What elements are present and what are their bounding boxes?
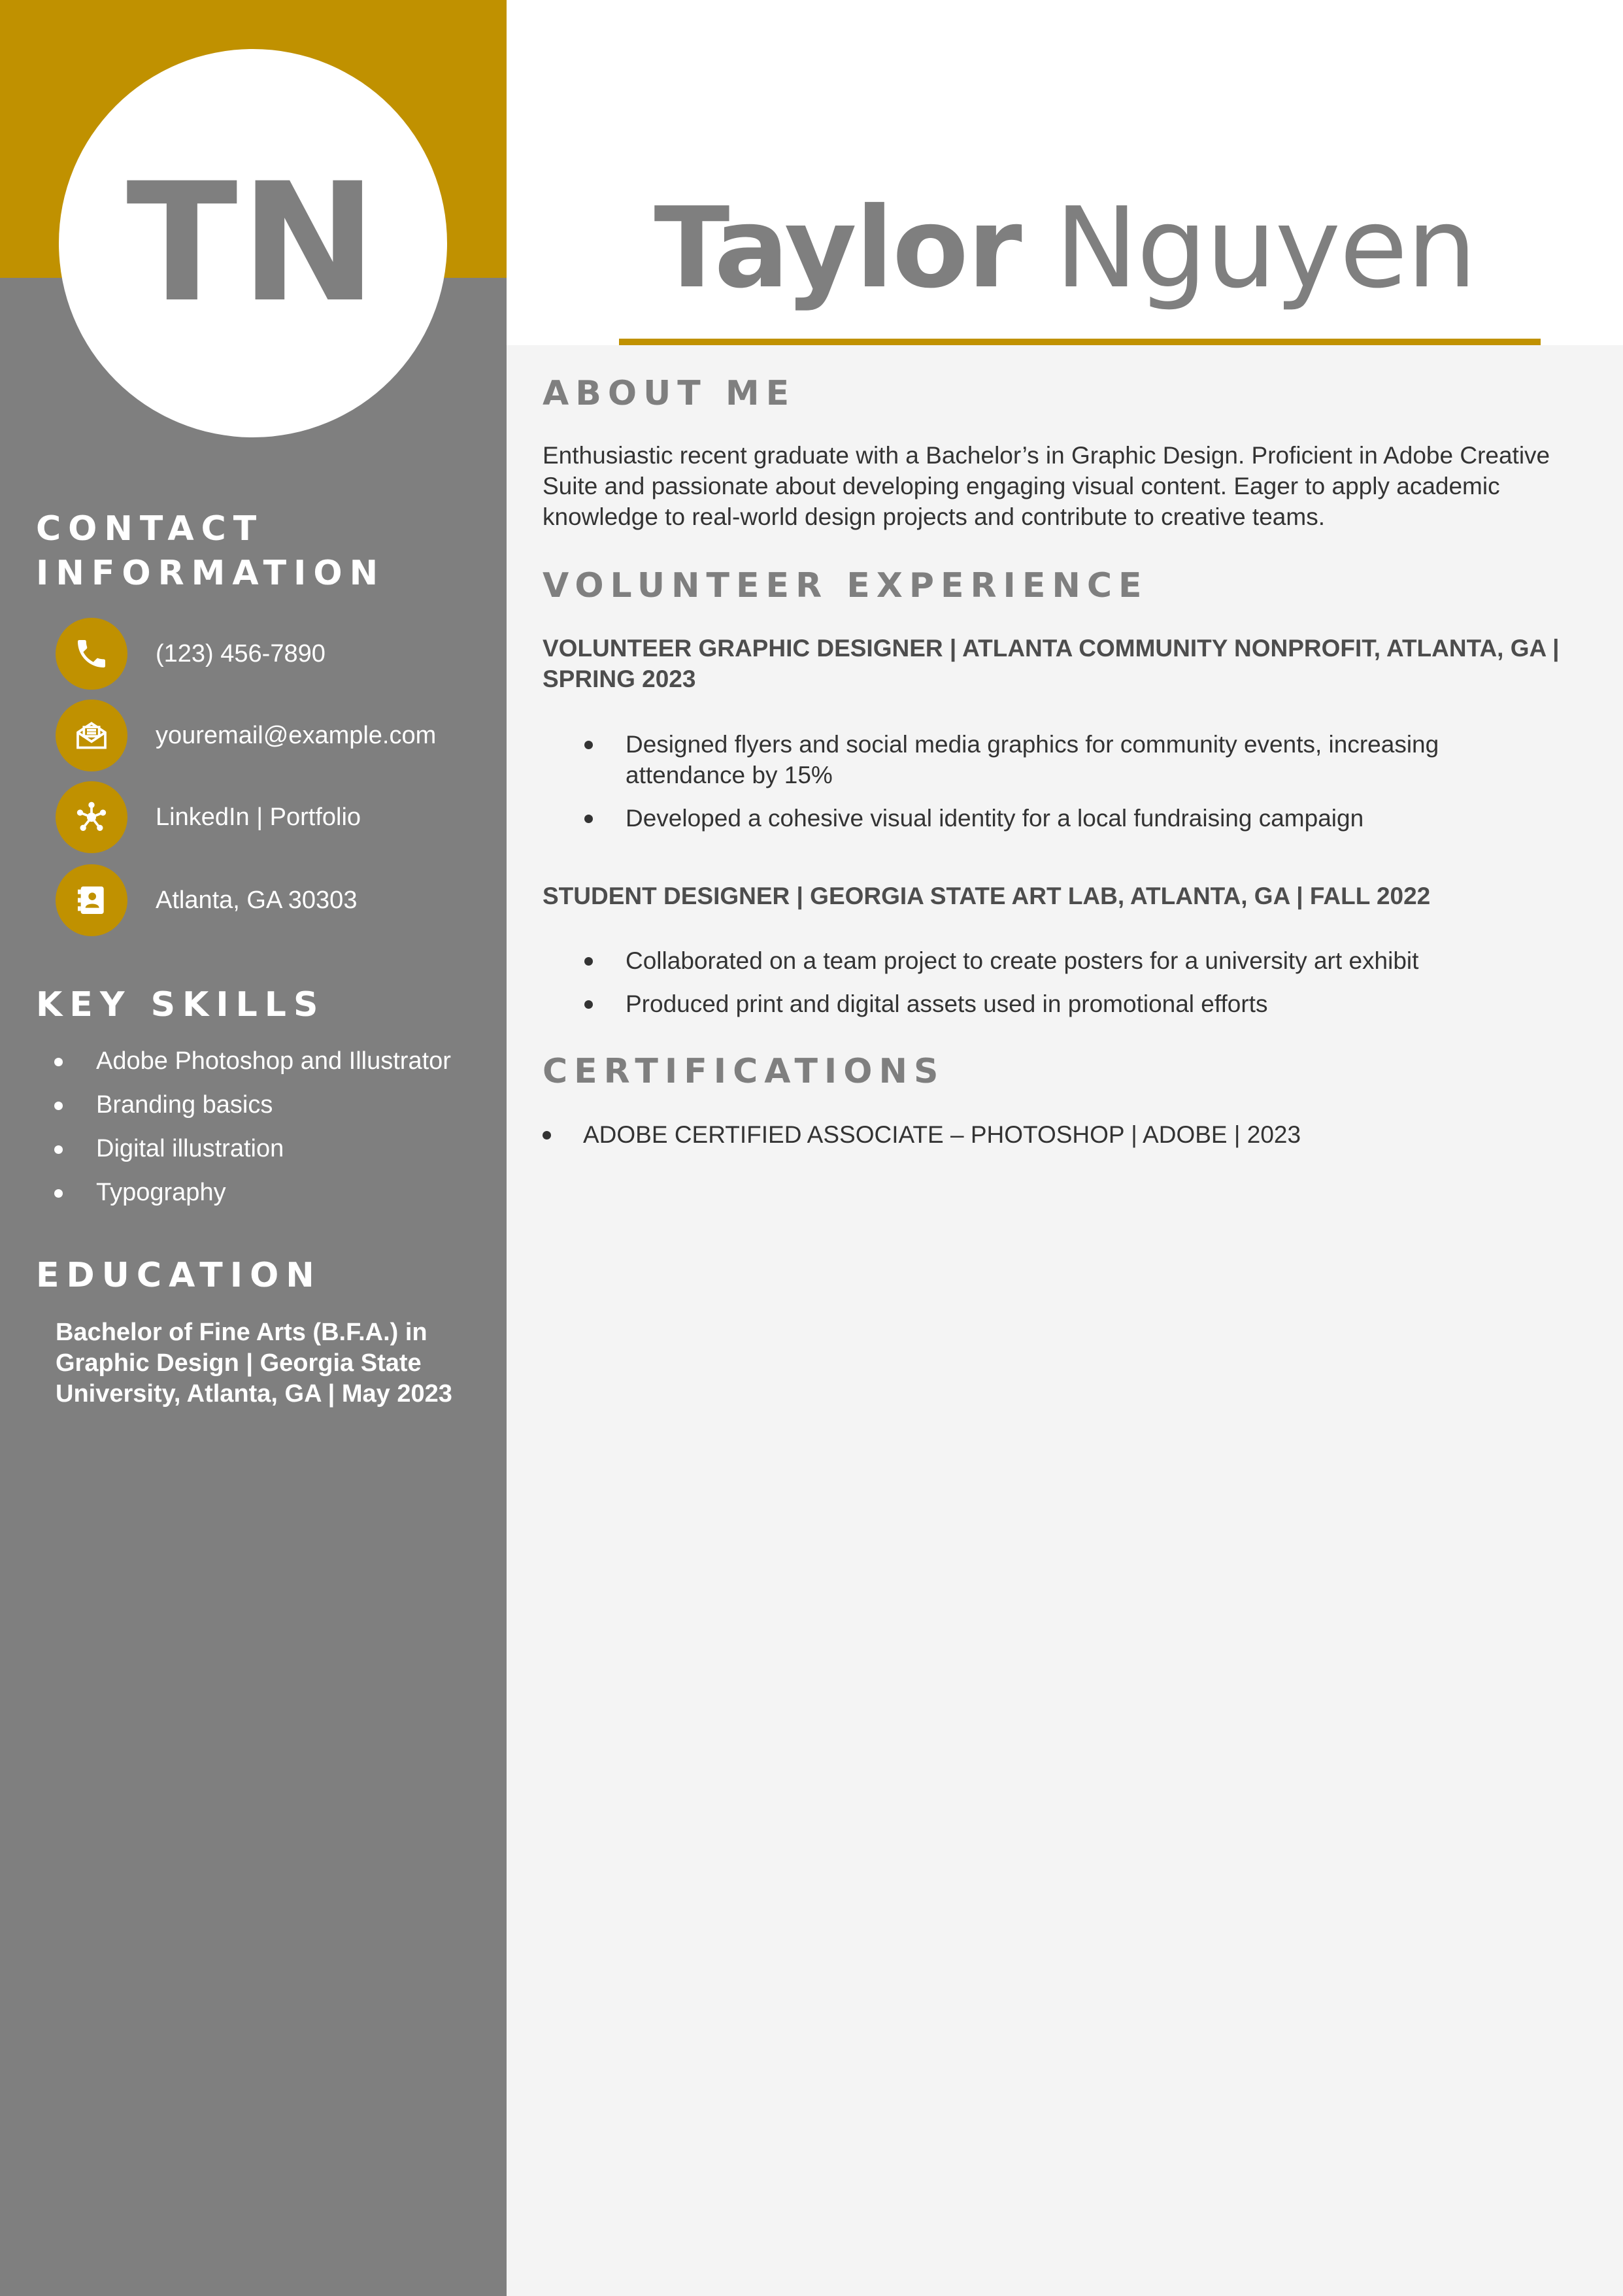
contact-heading-line1: CONTACT	[36, 509, 264, 549]
about-heading: ABOUT ME	[543, 374, 796, 413]
last-name: Nguyen	[1054, 184, 1476, 313]
skills-heading: KEY SKILLS	[36, 985, 326, 1024]
about-text: Enthusiastic recent graduate with a Bachelor’s in Graphic Design. Proficient in Adobe Creative Suite and passionate about developing engaging visual content. Eager to apply academic knowledge to real-world design projects and contribute to creative teams.	[543, 442, 1550, 530]
certifications-list	[543, 1119, 1301, 1150]
certifications-heading: CERTIFICATIONS	[543, 1052, 945, 1091]
job-bullet: Designed flyers and social media graphics for community events, increasing attendance by 15%	[543, 729, 1562, 790]
skills-list	[36, 1039, 451, 1215]
contact-heading-line2: INFORMATION	[36, 554, 386, 593]
mail-icon	[56, 700, 127, 771]
monogram-initials: TN	[126, 148, 380, 338]
job-title: STUDENT DESIGNER | GEORGIA STATE ART LAB, ATLANTA, GA | FALL 2022	[543, 883, 1431, 909]
contact-email: youremail@example.com	[156, 721, 437, 749]
skill-item: Typography	[36, 1171, 451, 1215]
job-bullet: Collaborated on a team project to create posters for a university art exhibit	[543, 945, 1562, 976]
education-entry: Bachelor of Fine Arts (B.F.A.) in Graphic Design | Georgia State University, Atlanta, GA | May 2023	[56, 1319, 452, 1408]
skill-item: Digital illustration	[36, 1127, 451, 1171]
contact-location: Atlanta, GA 30303	[156, 886, 358, 914]
contact-phone: (123) 456-7890	[156, 639, 326, 667]
contact-location-row	[56, 864, 357, 936]
experience-heading: VOLUNTEER EXPERIENCE	[543, 566, 1148, 605]
monogram-circle	[59, 49, 447, 437]
name-underline	[619, 339, 1541, 345]
header	[507, 0, 1623, 345]
job-title: VOLUNTEER GRAPHIC DESIGNER | ATLANTA COMMUNITY NONPROFIT, ATLANTA, GA | SPRING 2023	[543, 635, 1560, 692]
contact-email-row	[56, 700, 436, 771]
contact-links: LinkedIn | Portfolio	[156, 803, 361, 831]
full-name	[507, 183, 1623, 314]
job-bullet: Developed a cohesive visual identity for a local fundraising campaign	[543, 803, 1562, 834]
job-bullets	[543, 945, 1562, 1019]
phone-icon	[56, 618, 127, 690]
contact-heading	[36, 507, 385, 596]
job-bullet: Produced print and digital assets used in promotional efforts	[543, 988, 1562, 1019]
job-bullets	[543, 729, 1562, 834]
contact-links-row	[56, 781, 361, 853]
skill-item: Branding basics	[36, 1083, 451, 1127]
first-name: Taylor	[654, 184, 1021, 313]
certification-item: ADOBE CERTIFIED ASSOCIATE – PHOTOSHOP | ADOBE | 2023	[543, 1119, 1301, 1150]
education-heading: EDUCATION	[36, 1256, 322, 1295]
contact-card-icon	[56, 864, 127, 936]
network-icon	[56, 781, 127, 853]
contact-phone-row	[56, 618, 326, 690]
skill-item: Adobe Photoshop and Illustrator	[36, 1039, 451, 1083]
